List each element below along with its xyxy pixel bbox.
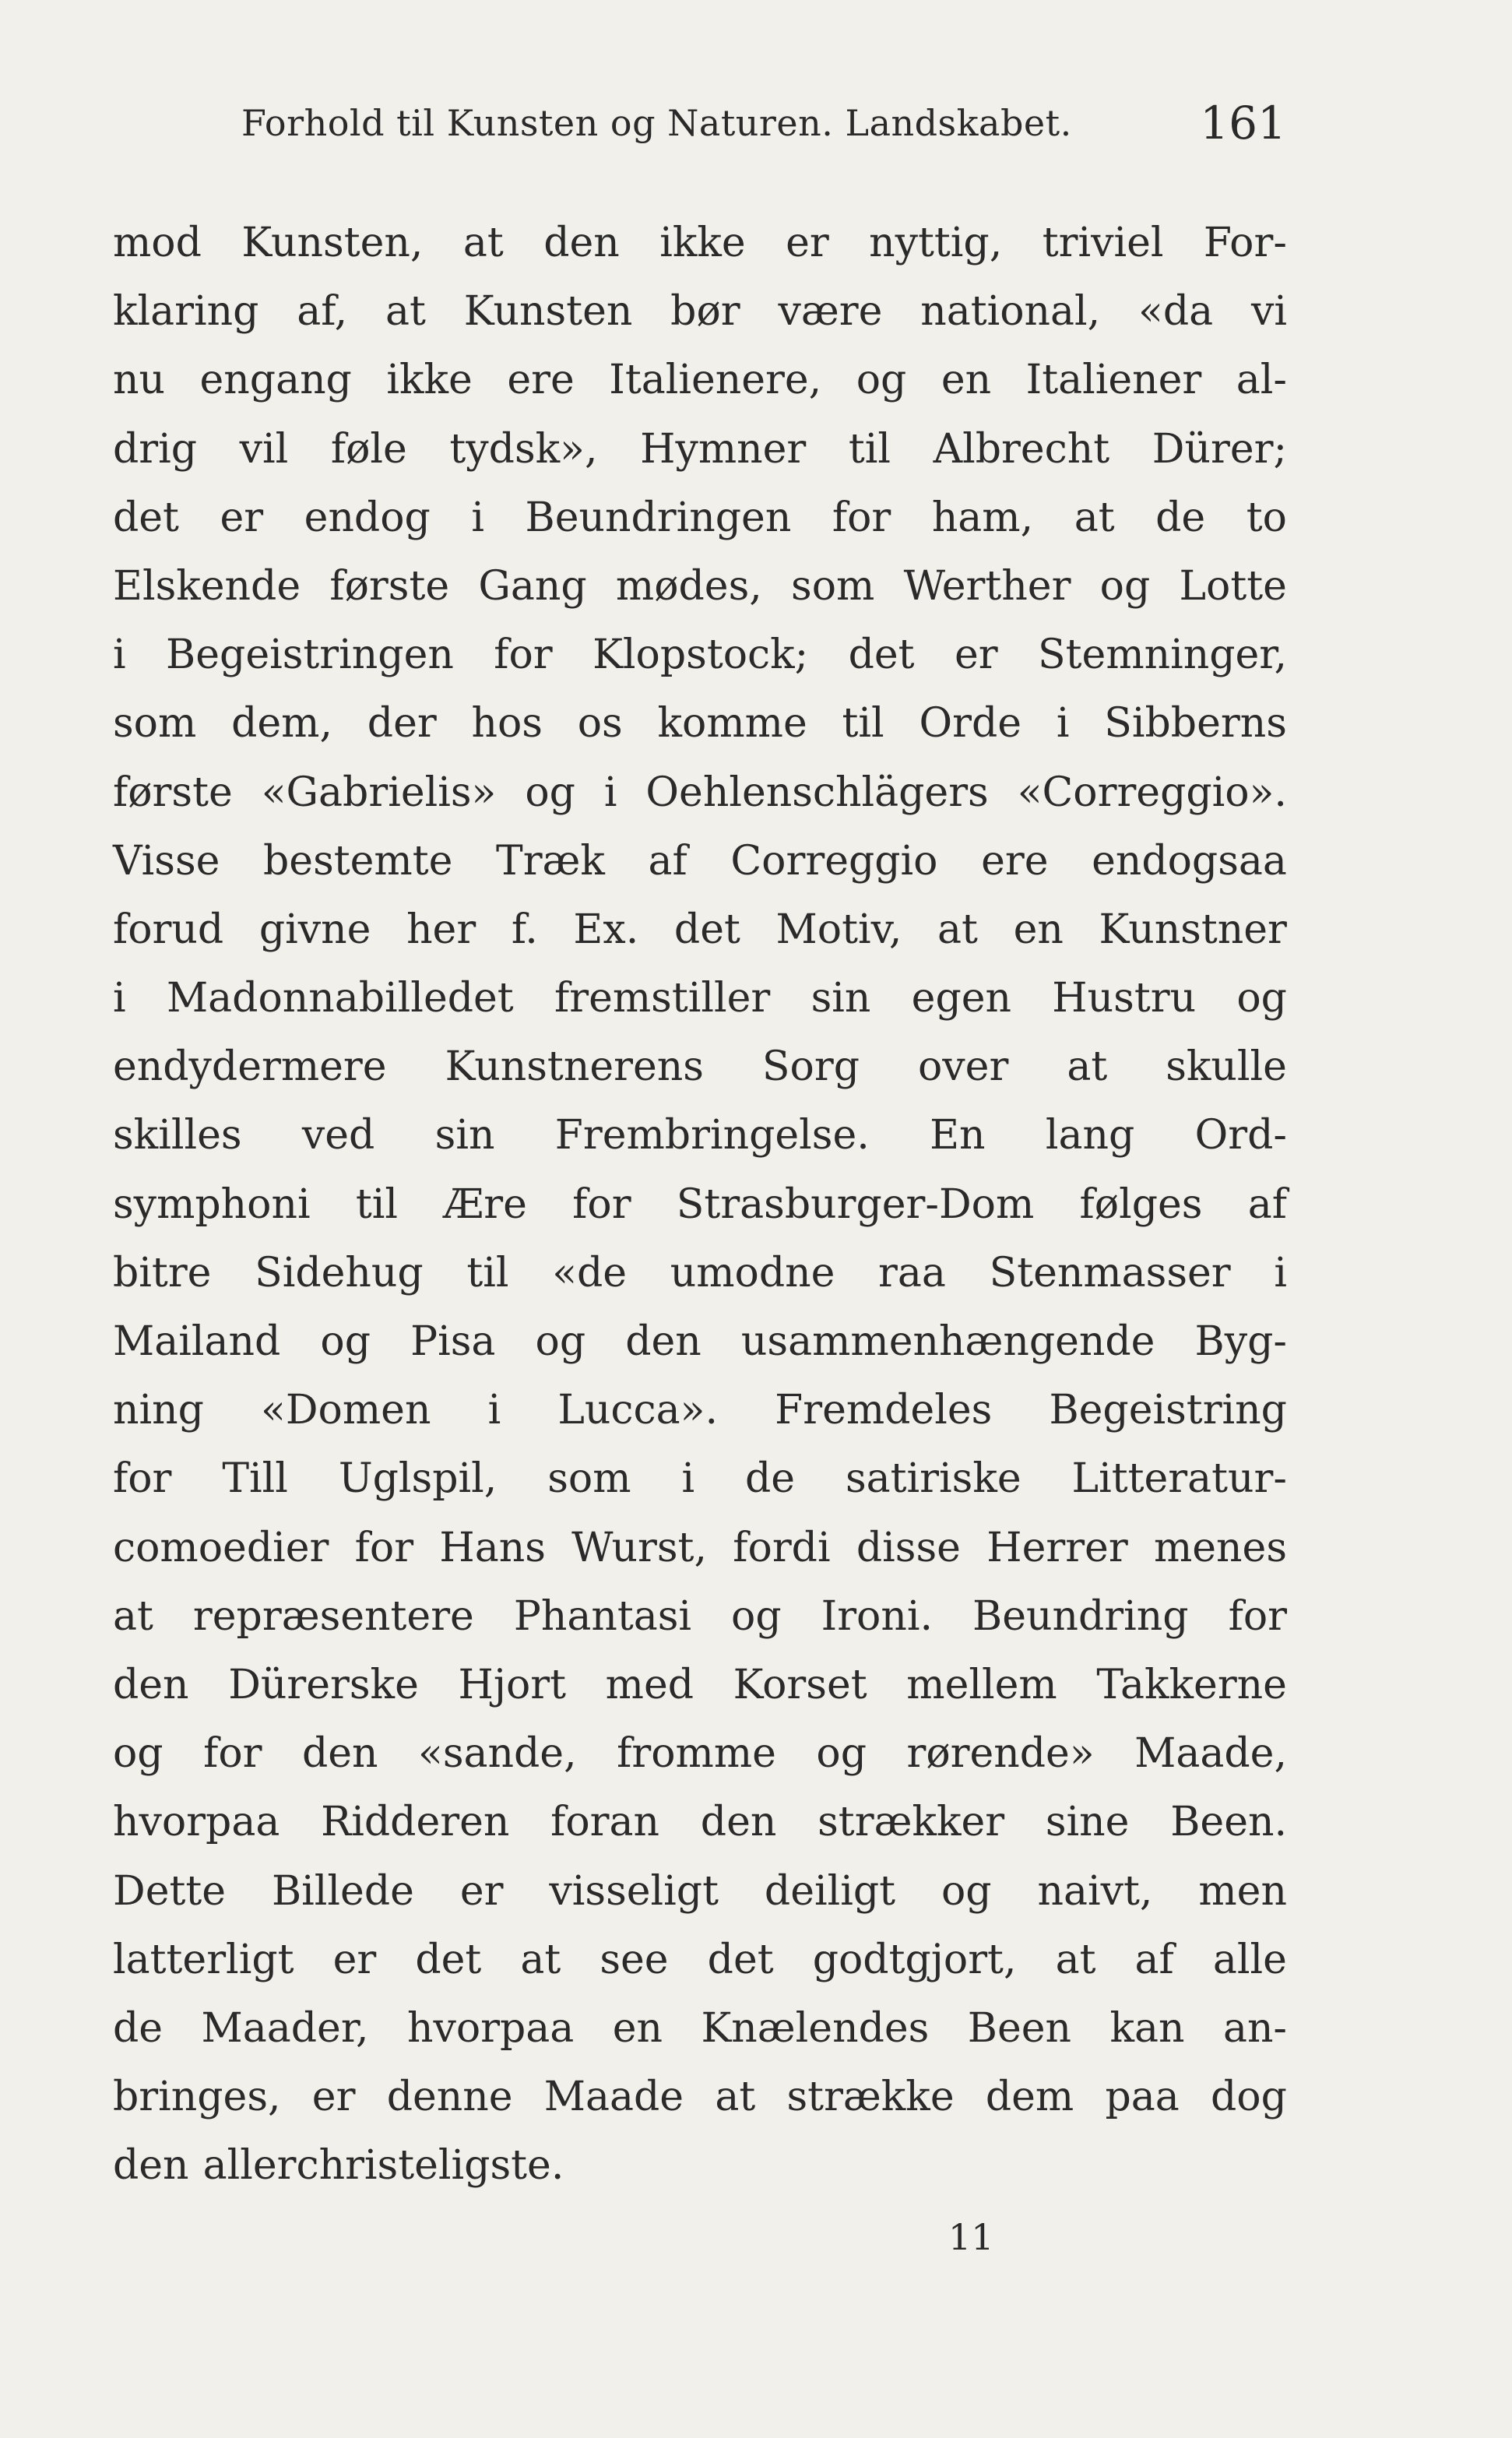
- word: Visse: [113, 837, 220, 885]
- page-number: 161: [1200, 97, 1286, 150]
- word: menes: [1153, 1524, 1287, 1571]
- word: Dürerske: [228, 1661, 419, 1708]
- word: Hjort: [458, 1661, 567, 1708]
- word: endogsaa: [1092, 837, 1287, 885]
- word: triviel: [1042, 220, 1164, 266]
- word: national,: [920, 288, 1101, 336]
- word: det: [415, 1936, 482, 1983]
- signature-mark: 11: [948, 2216, 994, 2258]
- text-line: [113, 1307, 1287, 1376]
- word: «Domen: [261, 1387, 431, 1434]
- word: For-: [1203, 220, 1287, 266]
- word: ere: [507, 357, 575, 404]
- word: at: [937, 906, 978, 953]
- word: nyttig,: [869, 220, 1003, 266]
- text-line: [113, 209, 1287, 277]
- text-line: [113, 2131, 1287, 2200]
- word: naivt,: [1037, 1867, 1153, 1915]
- word: sin: [434, 1112, 495, 1159]
- word: Till: [222, 1455, 288, 1503]
- word: Maader,: [201, 2004, 369, 2052]
- word: Phantasi: [513, 1592, 692, 1640]
- text-line: [113, 1651, 1287, 1719]
- word: ved: [301, 1112, 375, 1159]
- word: Sorg: [761, 1043, 860, 1091]
- text-line: [113, 484, 1287, 552]
- word: af: [1247, 1180, 1287, 1228]
- word: er: [332, 1936, 377, 1983]
- text-line: [113, 1857, 1287, 1926]
- word: og: [856, 357, 907, 404]
- word: Kunstner: [1099, 906, 1287, 953]
- word: den: [113, 1661, 189, 1708]
- word: Kunsten,: [241, 220, 424, 266]
- word: Beundringen: [525, 494, 792, 541]
- word: ikke: [386, 357, 473, 404]
- word: den: [301, 1730, 378, 1778]
- word: skulle: [1166, 1043, 1287, 1091]
- word: for: [203, 1730, 262, 1778]
- word: ning: [113, 1387, 204, 1434]
- word: satiriske: [845, 1455, 1021, 1503]
- word: givne: [258, 906, 371, 953]
- word: Ære: [443, 1180, 527, 1228]
- word: dem,: [231, 700, 332, 748]
- word: ikke: [659, 220, 746, 266]
- text-line: [113, 621, 1287, 689]
- word: den: [625, 1318, 701, 1365]
- word: komme: [657, 700, 807, 748]
- word: til: [848, 425, 891, 473]
- word: «de: [552, 1249, 628, 1296]
- word: kan: [1109, 2004, 1185, 2052]
- word: f.: [511, 906, 538, 953]
- word: for: [832, 494, 891, 541]
- word: Strasburger-Dom: [676, 1180, 1035, 1228]
- word: fremstiller: [554, 975, 771, 1022]
- word: der: [367, 700, 437, 748]
- text-line: [113, 1514, 1287, 1582]
- word: skilles: [113, 1112, 242, 1159]
- word: Been.: [1170, 1799, 1287, 1846]
- word: den: [543, 220, 620, 266]
- word: forud: [113, 906, 224, 953]
- word: er: [786, 220, 829, 266]
- word: godtgjort,: [812, 1936, 1017, 1983]
- word: at: [462, 220, 504, 266]
- word: Italiener: [1025, 357, 1202, 404]
- text-line: [113, 689, 1287, 758]
- word: nu: [113, 357, 165, 404]
- word: sin: [811, 975, 871, 1022]
- word: Begeistring: [1049, 1387, 1287, 1434]
- text-line: [113, 277, 1287, 346]
- word: følges: [1079, 1180, 1203, 1228]
- word: Sibberns: [1104, 700, 1287, 748]
- word: drig: [113, 425, 198, 473]
- word: Takkerne: [1096, 1661, 1287, 1708]
- word: og: [113, 1730, 164, 1778]
- word: Pisa: [410, 1318, 496, 1365]
- word: Fremdeles: [775, 1387, 993, 1434]
- word: er: [459, 1867, 504, 1915]
- word: Wurst,: [571, 1524, 707, 1571]
- word: som: [113, 700, 197, 748]
- word: føle: [330, 425, 407, 473]
- word: den: [700, 1799, 777, 1846]
- word: Elskende: [113, 562, 301, 610]
- word: i: [1274, 1249, 1287, 1296]
- word: Beundring: [972, 1592, 1189, 1640]
- text-line: [113, 1994, 1287, 2063]
- word: at: [1067, 1043, 1108, 1091]
- word: hvorpaa: [406, 2004, 575, 2052]
- word: men: [1198, 1867, 1287, 1915]
- word: umodne: [670, 1249, 835, 1296]
- word: for: [113, 1455, 172, 1503]
- word: En: [930, 1112, 986, 1159]
- word: af: [648, 837, 687, 885]
- word: Gang: [478, 562, 587, 610]
- text-line: [113, 1033, 1287, 1101]
- word: Motiv,: [775, 906, 902, 953]
- text-line: [113, 1444, 1287, 1513]
- word: det: [113, 494, 179, 541]
- text-line: [113, 1719, 1287, 1788]
- word: til: [466, 1249, 509, 1296]
- word: disse: [856, 1524, 961, 1571]
- word: sine: [1045, 1799, 1130, 1846]
- word: en: [941, 357, 992, 404]
- word: usammenhængende: [740, 1318, 1155, 1365]
- word: Stenmasser: [989, 1249, 1231, 1296]
- text-line: [113, 758, 1287, 827]
- word: Mailand: [113, 1318, 281, 1365]
- word: foran: [550, 1799, 660, 1846]
- word: Ord-: [1194, 1112, 1287, 1159]
- word: Ironi.: [821, 1592, 934, 1640]
- word: og: [1236, 975, 1287, 1022]
- word: Klopstock;: [592, 631, 809, 679]
- word: af,: [297, 288, 348, 336]
- word: i: [681, 1455, 695, 1503]
- word: den: [113, 2142, 189, 2190]
- text-line: [113, 346, 1287, 414]
- word: og: [1099, 562, 1151, 610]
- word: over: [917, 1043, 1009, 1091]
- word: Maade,: [1134, 1730, 1287, 1778]
- word: for: [572, 1180, 631, 1228]
- word: og: [731, 1592, 782, 1640]
- word: vil: [239, 425, 289, 473]
- word: første: [329, 562, 450, 610]
- word: er: [220, 494, 264, 541]
- word: af: [1134, 1936, 1174, 1983]
- word: denne: [386, 2074, 513, 2121]
- word: og: [941, 1867, 992, 1915]
- word: os: [577, 700, 623, 748]
- word: de: [113, 2004, 164, 2052]
- word: alle: [1212, 1936, 1287, 1983]
- word: Sidehug: [255, 1249, 424, 1296]
- word: hos: [471, 700, 543, 748]
- word: Correggio: [730, 837, 938, 885]
- word: og: [535, 1318, 586, 1365]
- word: i: [471, 494, 484, 541]
- text-line: [113, 2063, 1287, 2131]
- word: Kunsten: [463, 288, 633, 336]
- word: det: [673, 906, 740, 953]
- word: at: [385, 288, 426, 336]
- word: dog: [1211, 2074, 1287, 2121]
- word: tydsk»,: [449, 425, 598, 473]
- word: at: [1074, 494, 1115, 541]
- text-line: [113, 1239, 1287, 1307]
- word: at: [113, 1592, 153, 1640]
- word: være: [778, 288, 883, 336]
- word: fromme: [617, 1730, 776, 1778]
- word: Billede: [271, 1867, 414, 1915]
- word: an-: [1222, 2004, 1287, 2052]
- word: endog: [304, 494, 431, 541]
- word: to: [1246, 494, 1287, 541]
- word: Byg-: [1194, 1318, 1287, 1365]
- word: er: [311, 2074, 356, 2121]
- running-title: Forhold til Kunsten og Naturen. Landskabet.: [241, 102, 1072, 144]
- word: Ridderen: [321, 1799, 510, 1846]
- word: bringes,: [113, 2074, 281, 2121]
- word: mod: [113, 220, 202, 266]
- word: i: [113, 975, 126, 1022]
- word: deiligt: [764, 1867, 896, 1915]
- text-line: [113, 1582, 1287, 1651]
- word: Begeistringen: [166, 631, 454, 679]
- word: som: [547, 1455, 631, 1503]
- text-line: [113, 1101, 1287, 1170]
- word: i: [603, 769, 617, 816]
- word: i: [1056, 700, 1070, 748]
- word: Been: [967, 2004, 1072, 2052]
- word: første: [113, 769, 233, 816]
- text-line: [113, 827, 1287, 895]
- word: Knælendes: [701, 2004, 930, 2052]
- word: med: [605, 1661, 694, 1708]
- word: rørende»: [906, 1730, 1095, 1778]
- word: til: [355, 1180, 398, 1228]
- word: Korset: [733, 1661, 867, 1708]
- word: og: [816, 1730, 867, 1778]
- word: Madonnabilledet: [166, 975, 514, 1022]
- word: vi: [1250, 288, 1287, 336]
- word: al-: [1236, 357, 1287, 404]
- word: Werther: [903, 562, 1071, 610]
- word: Træk: [496, 837, 605, 885]
- word: til: [842, 700, 884, 748]
- word: Albrecht: [933, 425, 1110, 473]
- word: for: [494, 631, 553, 679]
- word: allerchristeligste.: [202, 2142, 564, 2190]
- word: her: [406, 906, 476, 953]
- word: Maade: [543, 2074, 684, 2121]
- word: for: [1228, 1592, 1287, 1640]
- word: Litteratur-: [1071, 1455, 1287, 1503]
- text-line: [113, 1788, 1287, 1856]
- word: latterligt: [113, 1936, 294, 1983]
- word: de: [745, 1455, 796, 1503]
- word: Dürer;: [1152, 425, 1287, 473]
- word: en: [1013, 906, 1064, 953]
- word: «sande,: [418, 1730, 577, 1778]
- word: Kunstnerens: [445, 1043, 704, 1091]
- word: Italienere,: [609, 357, 822, 404]
- body-text: [113, 209, 1287, 2200]
- word: Lucca».: [557, 1387, 718, 1434]
- word: og: [320, 1318, 371, 1365]
- word: Lotte: [1179, 562, 1287, 610]
- word: repræsentere: [192, 1592, 474, 1640]
- word: dem: [985, 2074, 1074, 2121]
- word: en: [612, 2004, 663, 2052]
- word: at: [715, 2074, 756, 2121]
- word: at: [1055, 1936, 1096, 1983]
- word: i: [487, 1387, 501, 1434]
- word: Hans: [439, 1524, 546, 1571]
- text-line: [113, 552, 1287, 621]
- text-line: [113, 964, 1287, 1033]
- word: mellem: [906, 1661, 1057, 1708]
- word: mødes,: [615, 562, 762, 610]
- word: comoedier: [113, 1524, 329, 1571]
- word: symphoni: [113, 1180, 311, 1228]
- word: det: [848, 631, 915, 679]
- word: strække: [786, 2074, 955, 2121]
- word: Herrer: [986, 1524, 1128, 1571]
- text-line: [113, 895, 1287, 964]
- word: Stemninger,: [1038, 631, 1287, 679]
- word: klaring: [113, 288, 259, 336]
- word: «da: [1138, 288, 1214, 336]
- text-line: [113, 415, 1287, 484]
- text-line: [113, 1376, 1287, 1444]
- word: see: [600, 1936, 669, 1983]
- word: er: [954, 631, 998, 679]
- word: «Gabrielis»: [261, 769, 497, 816]
- word: Uglspil,: [338, 1455, 498, 1503]
- text-line: [113, 1926, 1287, 1994]
- word: visseligt: [549, 1867, 719, 1915]
- word: bitre: [113, 1249, 212, 1296]
- word: ere: [981, 837, 1049, 885]
- word: engang: [199, 357, 352, 404]
- word: strækker: [818, 1799, 1005, 1846]
- word: det: [707, 1936, 774, 1983]
- word: Hymner: [640, 425, 807, 473]
- word: som: [791, 562, 875, 610]
- word: bestemte: [263, 837, 453, 885]
- word: lang: [1045, 1112, 1135, 1159]
- word: fordi: [733, 1524, 831, 1571]
- word: de: [1155, 494, 1206, 541]
- word: Orde: [919, 700, 1022, 748]
- word: hvorpaa: [113, 1799, 280, 1846]
- word: egen: [911, 975, 1011, 1022]
- word: Frembringelse.: [554, 1112, 870, 1159]
- word: raa: [878, 1249, 946, 1296]
- text-line: [113, 1170, 1287, 1239]
- word: endydermere: [113, 1043, 387, 1091]
- word: Dette: [113, 1867, 227, 1915]
- word: Ex.: [573, 906, 639, 953]
- word: paa: [1105, 2074, 1180, 2121]
- word: bør: [670, 288, 740, 336]
- word: Oehlenschlägers: [645, 769, 989, 816]
- word: ham,: [931, 494, 1034, 541]
- word: Hustru: [1052, 975, 1197, 1022]
- word: i: [113, 631, 126, 679]
- word: «Correggio».: [1017, 769, 1287, 816]
- running-head: [241, 92, 1286, 154]
- word: for: [354, 1524, 414, 1571]
- word: at: [520, 1936, 561, 1983]
- word: og: [525, 769, 575, 816]
